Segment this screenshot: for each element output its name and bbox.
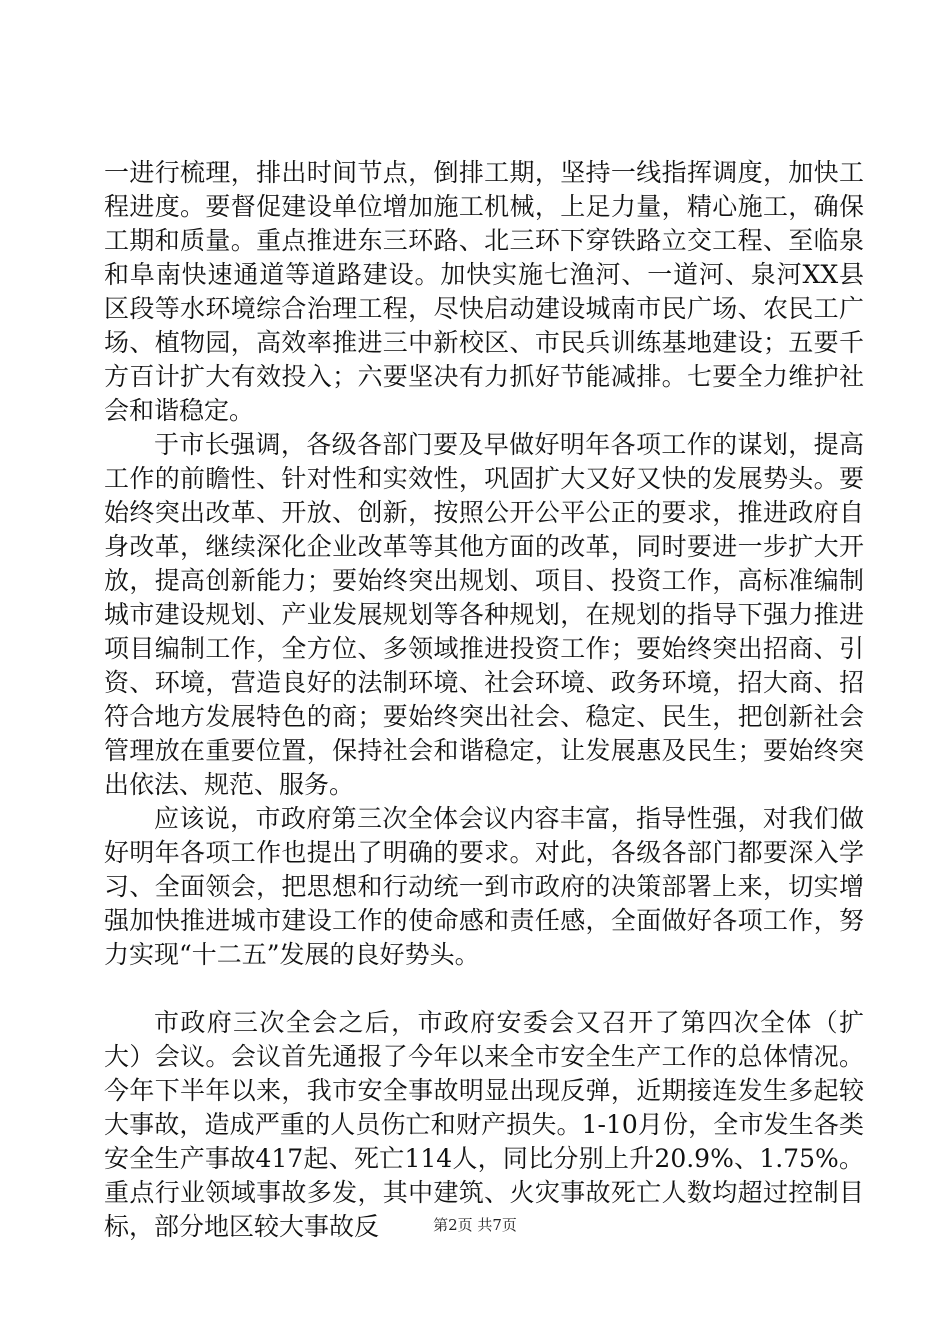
paragraph-meeting-summary: 应该说，市政府第三次全体会议内容丰富，指导性强，对我们做好明年各项工作也提出了明确的要求。对此，各级各部门都要深入学习、全面领会，把思想和行动统一到市政府的决策部署上来，切实增强加快推进城市建设工作的使命感和责任感，全面做好各项工作，努力实现“十二五”发展的良好势头。 <box>104 804 864 969</box>
paragraph-continued: 一进行梳理，排出时间节点，倒排工期，坚持一线指挥调度，加快工程进度。要督促建设单位增加施工机械，上足力量，精心施工，确保工期和质量。重点推进东三环路、北三环下穿铁路立交工程、至临泉和阜南快速通道等道路建设。加快实施七渔河、一道河、泉河XX县区段等水环境综合治理工程，尽快启动建设城南市民广场、农民工广场、植物园，高效率推进三中新校区、市民兵训练基地建设；五要千方百计扩大有效投入；六要坚决有力抓好节能减排。七要全力维护社会和谐稳定。 <box>104 158 864 425</box>
document-body <box>104 156 864 1244</box>
paragraph-safety-meeting: 市政府三次全会之后，市政府安委会又召开了第四次全体（扩大）会议。会议首先通报了今年以来全市安全生产工作的总体情况。今年下半年以来，我市安全事故明显出现反弹，近期接连发生多起较大事故，造成严重的人员伤亡和财产损失。1-10月份，全市发生各类安全生产事故417起、死亡114人，同比分别上升20.9%、1.75%。重点行业领域事故多发，其中建筑、火灾事故死亡人数均超过控制目标，部分地区较大事故反 <box>104 1008 864 1241</box>
paragraph-mayor-emphasis: 于市长强调，各级各部门要及早做好明年各项工作的谋划，提高工作的前瞻性、针对性和实效性，巩固扩大又好又快的发展势头。要始终突出改革、开放、创新，按照公开公平公正的要求，推进政府自身改革，继续深化企业改革等其他方面的改革，同时要进一步扩大开放，提高创新能力；要始终突出规划、项目、投资工作，高标准编制城市建设规划、产业发展规划等各种规划，在规划的指导下强力推进项目编制工作，全方位、多领域推进投资工作；要始终突出招商、引资、环境，营造良好的法制环境、社会环境、政务环境，招大商、招符合地方发展特色的商；要始终突出社会、稳定、民生，把创新社会管理放在重要位置，保持社会和谐稳定，让发展惠及民生；要始终突出依法、规范、服务。 <box>104 430 864 799</box>
page-number-footer: 第2页 共7页 <box>433 1216 517 1234</box>
paragraph-gap <box>104 972 864 1006</box>
